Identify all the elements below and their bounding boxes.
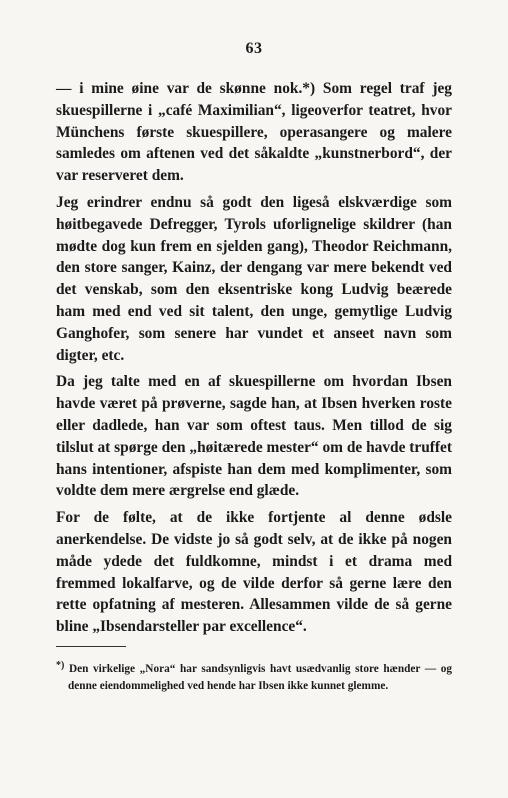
paragraph-3: Da jeg talte med en af skuespillerne om hvordan Ibsen havde været på prøverne, sagde han, at Ibsen hverken roste eller dadlede, han var som oftest taus. Men tillod de sig tilslut at spørge den „høitærede mester“ om de havde truffet hans intentioner, afspiste han dem med komplimenter, som voldte dem mere ærgrelse end glæde. bbox=[56, 373, 452, 500]
footnote-text: Den virkelige „Nora“ har sandsynligvis havt usædvanlig store hænder — og denne eiendommelighed ved hende har Ibsen ikke kunnet glemme. bbox=[68, 662, 453, 692]
footnote-divider bbox=[56, 646, 126, 647]
paragraph-2: Jeg erindrer endnu så godt den ligeså elskværdige som høitbegavede Defregger, Tyrols uforlignelige skildrer (han mødte dog kun frem en sjelden gang), Theodor Reichmann, den store sanger, Kainz, der dengang var mere bekendt ved det venskab, som den eksentriske kong Ludvig beærede ham med end ved sit talent, den unge, gemytlige Ludvig Ganghofer, som senere har vundet et anseet navn som digter, etc. bbox=[56, 193, 452, 364]
footnote-marker: *) bbox=[56, 659, 65, 671]
page-number: 63 bbox=[245, 40, 263, 57]
paragraph-4: For de følte, at de ikke fortjente al denne ødsle anerkendelse. De vidste jo så godt selv, at de ikke på nogen måde ydede det fuldkomne, mindst i et drama med fremmed lokalfarve, og de vilde derfor så gerne lære den rette opfatning af mesteren. Allesammen vilde de så gerne bline „Ibsendarsteller par excellence“. bbox=[56, 509, 452, 636]
paragraph-1: — i mine øine var de skønne nok.*) Som regel traf jeg skuespillerne i „café Maximilian“, ligeoverfor teatret, hvor Münchens første skuespillere, operasangere og malere samledes om aftenen ved det såkaldte „kunstnerbord“, der var reserveret dem. bbox=[56, 80, 452, 185]
main-text bbox=[56, 78, 452, 638]
footnote bbox=[56, 657, 452, 695]
book-page bbox=[56, 40, 452, 695]
